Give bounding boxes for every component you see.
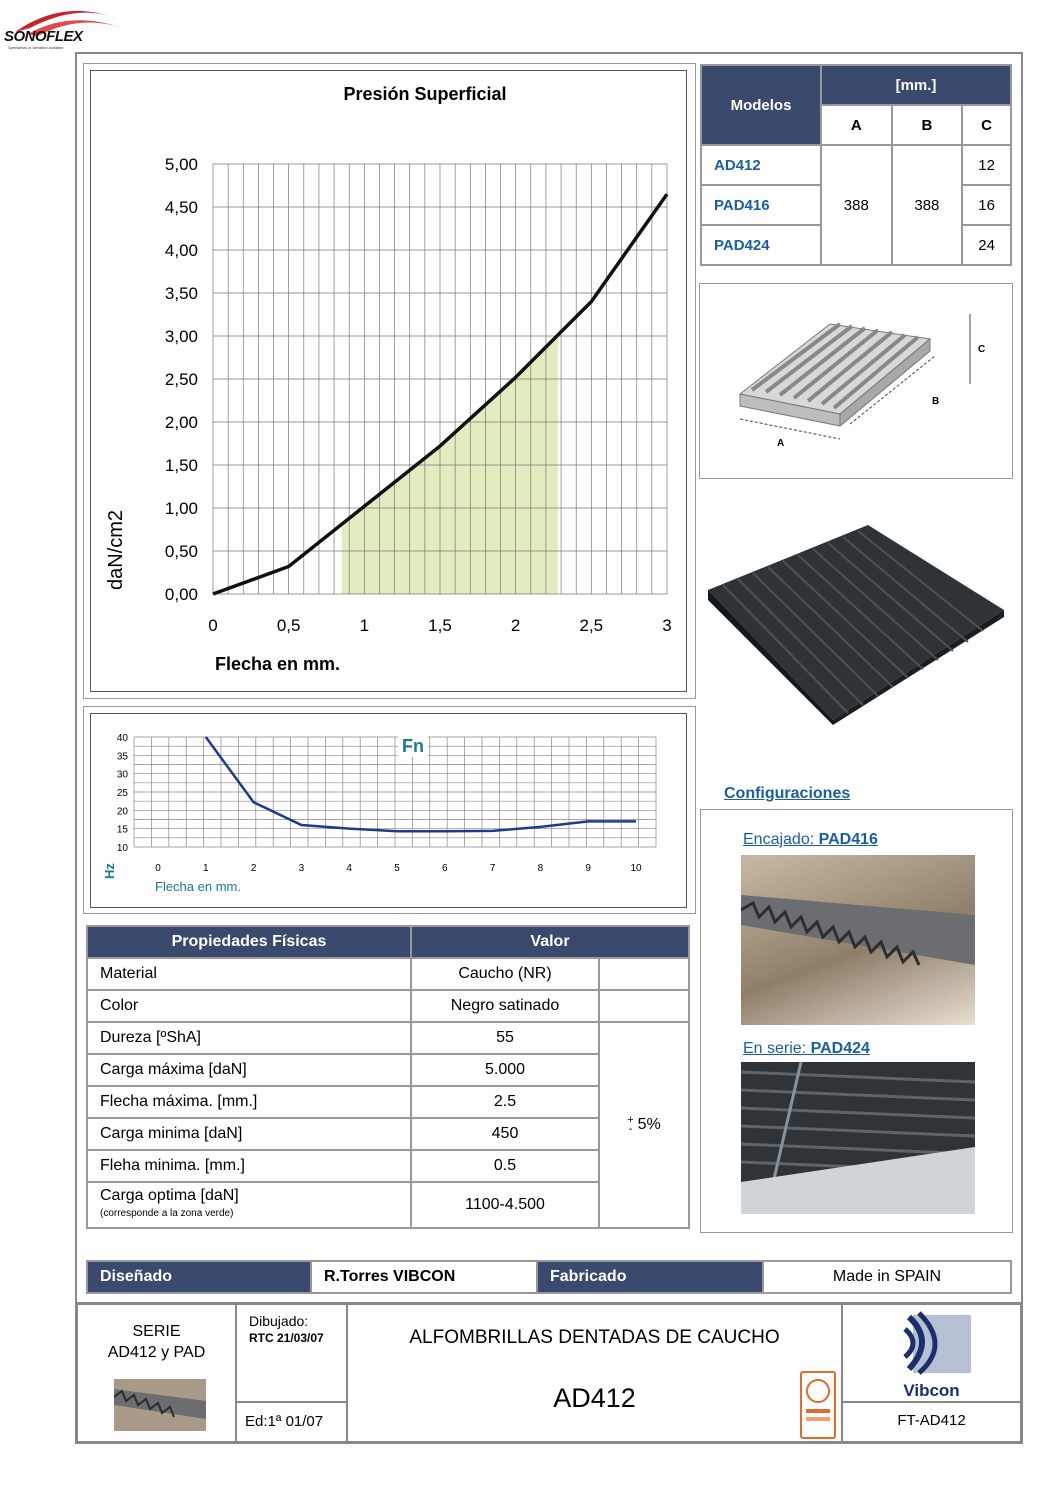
x-axis-label: Flecha en mm.	[215, 654, 341, 674]
property-value: 450	[411, 1118, 599, 1150]
document-title: ALFOMBRILLAS DENTADAS DE CAUCHO	[409, 1327, 780, 1348]
serie-profile	[741, 1062, 975, 1214]
models-header: Modelos	[701, 65, 821, 145]
property-name: Carga minima [daN]	[87, 1118, 411, 1150]
y-tick-label: 15	[116, 824, 128, 836]
y-tick-label: 20	[116, 806, 128, 818]
x-tick-label: 10	[630, 863, 642, 874]
property-tolerance-empty	[599, 958, 689, 990]
dim-b: 388	[892, 145, 963, 265]
x-tick-label: 8	[537, 863, 544, 874]
property-name: Dureza [ºShA]	[87, 1022, 411, 1054]
x-tick-label: 3	[298, 863, 305, 874]
x-tick-label: 4	[346, 863, 352, 874]
col-a: A	[821, 105, 892, 145]
credits-table	[86, 1260, 1012, 1294]
title-block-code	[842, 1402, 1021, 1442]
model-name: AD412	[701, 145, 821, 185]
x-tick-label: 5	[394, 863, 400, 874]
tolerance-value: 5%	[637, 1116, 661, 1134]
y-tick-label: 0,50	[164, 542, 198, 561]
product-photo	[708, 525, 1004, 725]
unit-header: [mm.]	[821, 65, 1011, 105]
diagram-label-b: B	[932, 396, 940, 407]
x-tick-label: 0	[208, 616, 218, 635]
y-tick-label: 1,50	[164, 456, 198, 475]
models-table	[700, 64, 1012, 266]
property-name: Color	[87, 990, 411, 1022]
tolerance-cell: + - 5%	[599, 1022, 689, 1228]
col-b: B	[892, 105, 963, 145]
certification-badge-icon	[800, 1371, 836, 1439]
title-block-edition	[236, 1402, 347, 1442]
x-tick-label: 1,5	[428, 616, 452, 635]
fabricado-label: Fabricado	[537, 1261, 763, 1293]
series-label: Fn	[402, 736, 424, 756]
serie-caption	[743, 1040, 870, 1058]
title-block-company	[842, 1304, 1021, 1402]
property-value: 2.5	[411, 1086, 599, 1118]
x-tick-label: 7	[489, 863, 496, 874]
y-tick-label: 1,00	[164, 499, 198, 518]
x-tick-label: 3	[662, 616, 672, 635]
edition: Ed:1ª 01/07	[245, 1413, 324, 1430]
document-code: FT-AD412	[897, 1412, 966, 1429]
y-tick-label: 2,50	[164, 370, 198, 389]
serie-line1: SERIE	[132, 1323, 181, 1340]
x-tick-label: 1	[203, 863, 209, 874]
property-value: 55	[411, 1022, 599, 1054]
dim-a: 388	[821, 145, 892, 265]
optimal-zone	[342, 335, 558, 594]
property-name: Flecha máxima. [mm.]	[87, 1086, 411, 1118]
y-tick-label: 35	[116, 751, 128, 763]
x-tick-label: 1	[359, 616, 370, 635]
encajado-photo	[741, 855, 975, 1025]
y-tick-label: 3,50	[164, 284, 198, 303]
properties-header: Propiedades Físicas	[87, 926, 411, 958]
property-tolerance-empty	[599, 990, 689, 1022]
dimension-diagram-box	[699, 283, 1013, 479]
x-tick-label: 2	[510, 616, 521, 635]
x-tick-label: 2	[250, 863, 257, 874]
serie-line2: AD412 y PAD	[107, 1344, 206, 1361]
y-tick-label: 5,00	[164, 155, 198, 174]
y-tick-label: 30	[116, 769, 128, 781]
y-axis-label: Hz	[102, 863, 117, 879]
property-name: Fleha minima. [mm.]	[87, 1150, 411, 1182]
brand-tagline: Specialists in vibration isolation	[8, 45, 64, 50]
disenado-label: Diseñado	[87, 1261, 311, 1293]
serie-model: PAD424	[810, 1040, 870, 1057]
dimension-diagram	[700, 284, 1012, 478]
serie-photo	[741, 1062, 975, 1214]
property-value: 0.5	[411, 1150, 599, 1182]
configuraciones-title: Configuraciones	[724, 785, 851, 802]
dim-c: 16	[962, 185, 1011, 225]
fabricado-value: Made in SPAIN	[763, 1261, 1011, 1293]
encajado-profile	[741, 855, 975, 1025]
serie-label: En serie:	[743, 1040, 807, 1057]
property-name: Carga máxima [daN]	[87, 1054, 411, 1086]
y-tick-label: 10	[116, 843, 128, 854]
document-model: AD412	[553, 1383, 636, 1413]
x-tick-label: 0	[155, 863, 161, 874]
title-block-dibujado	[236, 1304, 347, 1402]
x-tick-label: 9	[585, 863, 591, 874]
title-block-main	[347, 1304, 842, 1442]
title-block-serie	[77, 1304, 236, 1442]
disenado-value: R.Torres VIBCON	[311, 1261, 537, 1293]
x-tick-label: 2,5	[579, 616, 604, 635]
dim-c: 24	[962, 225, 1011, 265]
encajado-label: Encajado:	[743, 831, 815, 848]
properties-table	[86, 925, 690, 1229]
dibujado-label: Dibujado:	[249, 1313, 309, 1329]
x-tick-label: 0,5	[276, 616, 301, 635]
dibujado-value: RTC 21/03/07	[249, 1331, 324, 1345]
encajado-model: PAD416	[818, 831, 878, 848]
encajado-caption	[743, 831, 878, 849]
dim-c: 12	[962, 145, 1011, 185]
y-tick-label: 4,50	[164, 198, 198, 217]
pressure-chart-title: Presión Superficial	[343, 84, 507, 104]
brand-name: SONOFLEX	[4, 28, 83, 45]
property-value: 1100-4.500	[411, 1182, 599, 1228]
model-name: PAD416	[701, 185, 821, 225]
brand-logo	[0, 0, 130, 60]
y-tick-label: 3,00	[164, 327, 198, 346]
vibcon-logo-icon	[901, 1311, 973, 1375]
pressure-chart	[90, 70, 687, 692]
y-tick-label: 0,00	[164, 585, 198, 604]
diagram-label-a: A	[777, 438, 785, 449]
x-axis-label: Flecha en mm.	[155, 879, 241, 894]
value-header: Valor	[411, 926, 689, 958]
property-name-cell	[87, 1182, 411, 1228]
y-axis-label: daN/cm2	[105, 509, 127, 590]
diagram-label-c: C	[978, 344, 986, 355]
y-tick-label: 40	[116, 733, 128, 744]
freq-chart	[90, 713, 687, 908]
y-tick-label: 25	[116, 788, 128, 799]
company-name: Vibcon	[903, 1381, 960, 1400]
col-c: C	[962, 105, 1011, 145]
y-tick-label: 2,00	[164, 413, 198, 432]
property-name: Carga optima [daN]	[100, 1187, 239, 1204]
model-name: PAD424	[701, 225, 821, 265]
property-value: Negro satinado	[411, 990, 599, 1022]
property-value: Caucho (NR)	[411, 958, 599, 990]
serie-thumbnail	[114, 1379, 206, 1431]
property-note: (corresponde a la zona verde)	[100, 1208, 234, 1219]
y-tick-label: 4,00	[164, 241, 198, 260]
x-tick-label: 6	[442, 863, 448, 874]
property-name: Material	[87, 958, 411, 990]
property-value: 5.000	[411, 1054, 599, 1086]
